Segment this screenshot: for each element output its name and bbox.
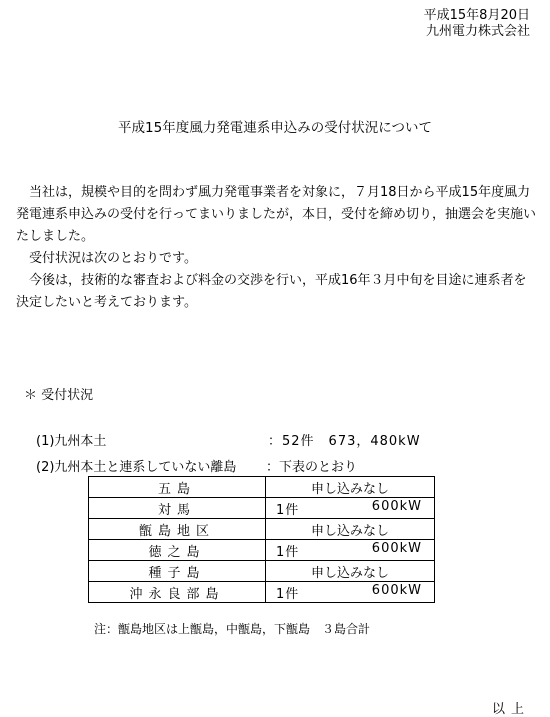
issuing-organization: 九州電力株式会社 bbox=[425, 24, 530, 39]
application-detail bbox=[266, 541, 434, 560]
application-count: 1件 bbox=[276, 544, 300, 560]
table-row bbox=[89, 498, 435, 519]
table-row bbox=[89, 477, 435, 498]
document-title: 平成15年度風力発電連系申込みの受付状況について bbox=[118, 120, 432, 136]
section-heading: ＊ 受付状況 bbox=[24, 388, 94, 403]
body-paragraph-3: 今後は，技術的な審査および料金の交渉を行い，平成16年３月中旬を目途に連系者を決定したいと考えております。 bbox=[16, 273, 527, 310]
island-name-cell: 種子島 bbox=[89, 561, 266, 582]
application-status-cell: 申し込みなし bbox=[266, 561, 435, 582]
island-name-cell: 沖永良部島 bbox=[89, 582, 266, 603]
table-row bbox=[89, 540, 435, 561]
islands-table bbox=[88, 476, 435, 603]
island-name-cell: 甑島地区 bbox=[89, 519, 266, 540]
application-capacity: 600kW bbox=[371, 498, 422, 514]
application-detail bbox=[266, 499, 434, 518]
application-count: 1件 bbox=[276, 586, 300, 602]
mainland-value: ：52件 673，480kW bbox=[268, 434, 421, 449]
application-capacity: 600kW bbox=[371, 582, 422, 598]
body-paragraph-2: 受付状況は次のとおりです。 bbox=[29, 251, 197, 266]
closing-mark: 以上 bbox=[491, 702, 530, 717]
application-detail-cell bbox=[266, 498, 435, 519]
document-date: 平成15年8月20日 bbox=[423, 8, 530, 23]
application-detail-cell bbox=[266, 540, 435, 561]
table-row bbox=[89, 519, 435, 540]
application-status-cell: 申し込みなし bbox=[266, 519, 435, 540]
application-capacity: 600kW bbox=[371, 540, 422, 556]
application-status-cell: 申し込みなし bbox=[266, 477, 435, 498]
application-detail bbox=[266, 583, 434, 602]
island-name-cell: 五島 bbox=[89, 477, 266, 498]
application-detail-cell bbox=[266, 582, 435, 603]
table-row bbox=[89, 561, 435, 582]
body-paragraph-1: 当社は，規模や目的を問わず風力発電事業者を対象に，７月18日から平成15年度風力発電連系申込みの受付を行ってまいりましたが，本日，受付を締め切り，抽選会を実施いたしました。 bbox=[16, 185, 537, 244]
table-row bbox=[89, 582, 435, 603]
island-name-cell: 徳之島 bbox=[89, 540, 266, 561]
islands-value: ：下表のとおり bbox=[266, 460, 358, 475]
footnote: 注：甑島地区は上甑島，中甑島，下甑島 ３島合計 bbox=[94, 622, 371, 636]
islands-label: (2)九州本土と連系していない離島 bbox=[36, 460, 237, 475]
application-count: 1件 bbox=[276, 502, 300, 518]
mainland-label: (1)九州本土 bbox=[36, 434, 107, 449]
island-name-cell: 対馬 bbox=[89, 498, 266, 519]
